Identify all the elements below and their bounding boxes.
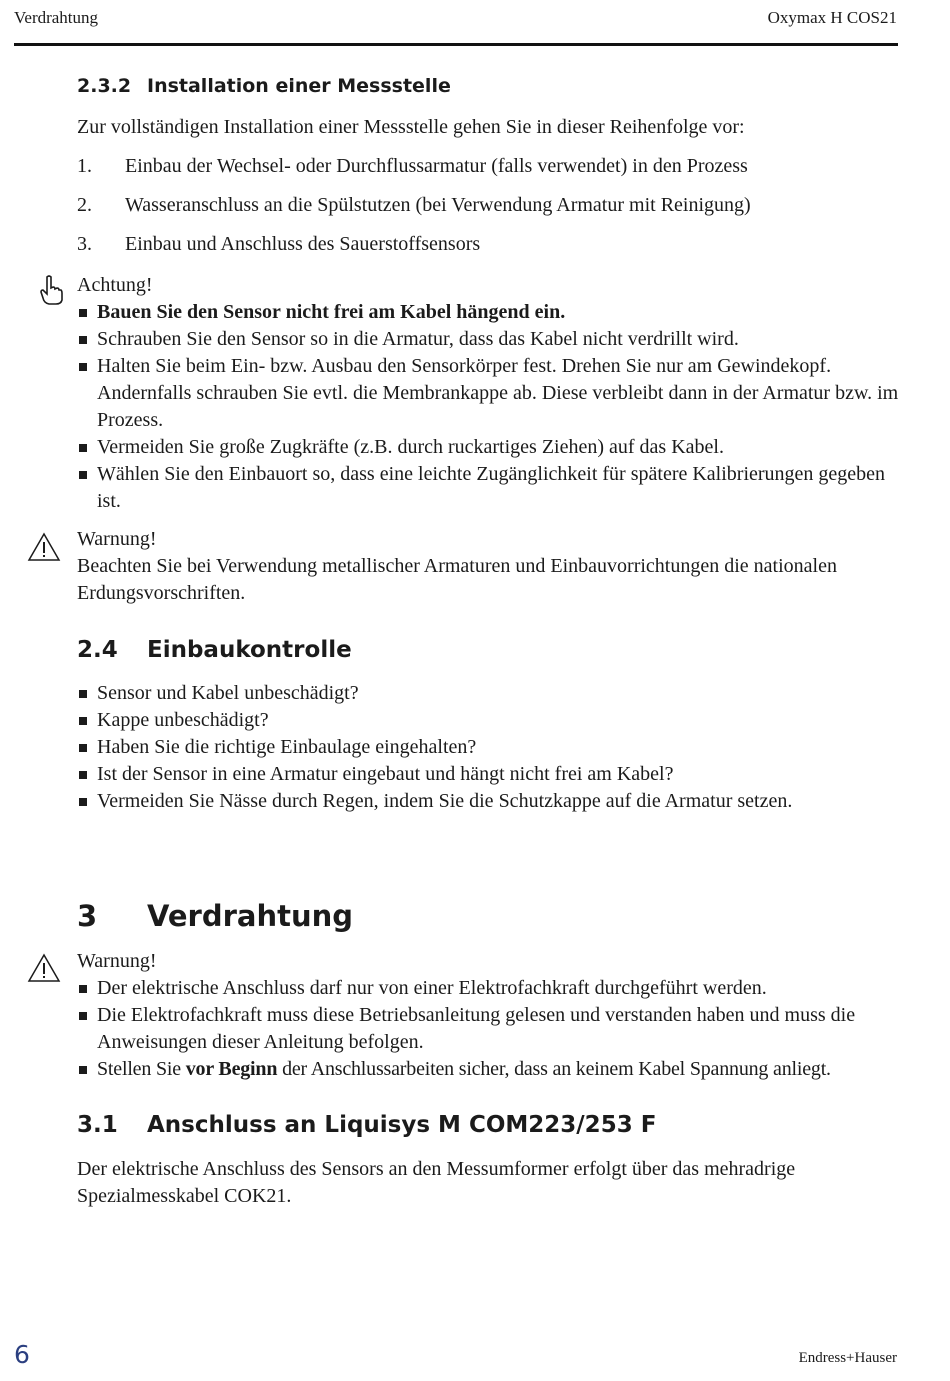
checklist xyxy=(77,680,907,815)
header-divider xyxy=(14,43,898,46)
section-title: Einbaukontrolle xyxy=(147,637,352,663)
step-text: Einbau und Anschluss des Sauerstoffsensors xyxy=(125,233,481,255)
bullet xyxy=(79,717,87,725)
chapter-number: 3 xyxy=(77,899,98,933)
bullet xyxy=(79,309,87,317)
bullet xyxy=(79,690,87,698)
bullet xyxy=(79,985,87,993)
bullet xyxy=(79,1012,87,1020)
warning-triangle-icon xyxy=(27,532,61,562)
bold-phrase: vor Beginn xyxy=(185,1058,278,1080)
step-text: Einbau der Wechsel- oder Durchflussarmatur (falls verwendet) in den Prozess xyxy=(125,155,748,177)
step-number: 1. xyxy=(77,155,92,177)
list-item: Ist der Sensor in eine Armatur eingebaut und hängt nicht frei am Kabel? xyxy=(77,761,907,788)
page-number: 6 xyxy=(14,1340,30,1369)
step-text: Wasseranschluss an die Spülstutzen (bei Verwendung Armatur mit Reinigung) xyxy=(125,194,751,216)
section-title: Anschluss an Liquisys M COM223/253 F xyxy=(147,1112,657,1138)
bullet xyxy=(79,444,87,452)
attention-label: Achtung! xyxy=(77,274,153,296)
list-item: Sensor und Kabel unbeschädigt? xyxy=(77,680,907,707)
bullet xyxy=(79,1066,87,1074)
list-item: Der elektrische Anschluss darf nur von einer Elektrofachkraft durchgeführt werden. xyxy=(77,975,907,1002)
attention-list xyxy=(77,299,907,515)
list-item: Kappe unbeschädigt? xyxy=(77,707,907,734)
step-number: 2. xyxy=(77,194,92,216)
bullet xyxy=(79,771,87,779)
list-item: Halten Sie beim Ein- bzw. Ausbau den Sensorkörper fest. Drehen Sie nur am Gewindekopf. Andernfalls schrauben Sie evtl. die Membrankappe ab. Diese verbleibt dann in der Armatur bzw. im Prozess. xyxy=(77,353,907,434)
bullet xyxy=(79,744,87,752)
list-item: Haben Sie die richtige Einbaulage eingehalten? xyxy=(77,734,907,761)
step-number: 3. xyxy=(77,233,92,255)
list-item: Wählen Sie den Einbauort so, dass eine leichte Zugänglichkeit für spätere Kalibrierungen gegeben ist. xyxy=(77,461,907,515)
warning-label: Warnung! xyxy=(77,528,157,550)
warning-triangle-icon xyxy=(27,953,61,983)
list-item: Schrauben Sie den Sensor so in die Armatur, dass das Kabel nicht verdrillt wird. xyxy=(77,326,907,353)
list-item: Vermeiden Sie große Zugkräfte (z.B. durch ruckartiges Ziehen) auf das Kabel. xyxy=(77,434,907,461)
chapter-title: Verdrahtung xyxy=(147,899,354,933)
section-number: 3.1 xyxy=(77,1112,118,1138)
bullet xyxy=(79,363,87,371)
connection-paragraph: Der elektrische Anschluss des Sensors an den Messumformer erfolgt über das mehradrige Spezialmesskabel COK21. xyxy=(77,1158,796,1207)
header-product-name: Oxymax H COS21 xyxy=(767,8,897,27)
section-number: 2.4 xyxy=(77,637,118,663)
warning-label: Warnung! xyxy=(77,950,157,972)
section-number: 2.3.2 xyxy=(77,75,132,97)
brand-name: Endress+Hauser xyxy=(798,1350,897,1366)
bullet xyxy=(79,798,87,806)
warning-text: Beachten Sie bei Verwendung metallischer Armaturen und Einbauvorrichtungen die nationalen Erdungsvorschriften. xyxy=(77,555,837,604)
list-item: Stellen Sie vor Beginn der Anschlussarbeiten sicher, dass an keinem Kabel Spannung anliegt. xyxy=(77,1056,907,1083)
intro-paragraph: Zur vollständigen Installation einer Messstelle gehen Sie in dieser Reihenfolge vor: xyxy=(77,116,745,138)
section-title: Installation einer Messstelle xyxy=(147,75,451,97)
bullet xyxy=(79,336,87,344)
header-section-title: Verdrahtung xyxy=(14,8,99,27)
hand-pointer-icon xyxy=(38,274,64,306)
warning-list xyxy=(77,975,907,1083)
list-item: Vermeiden Sie Nässe durch Regen, indem Sie die Schutzkappe auf die Armatur setzen. xyxy=(77,788,907,815)
bullet xyxy=(79,471,87,479)
bold-instruction: Bauen Sie den Sensor nicht frei am Kabel hängend ein. xyxy=(97,301,566,323)
list-item: Die Elektrofachkraft muss diese Betriebsanleitung gelesen und verstanden haben und muss die Anweisungen dieser Anleitung befolgen. xyxy=(77,1002,907,1056)
list-item xyxy=(77,299,907,326)
